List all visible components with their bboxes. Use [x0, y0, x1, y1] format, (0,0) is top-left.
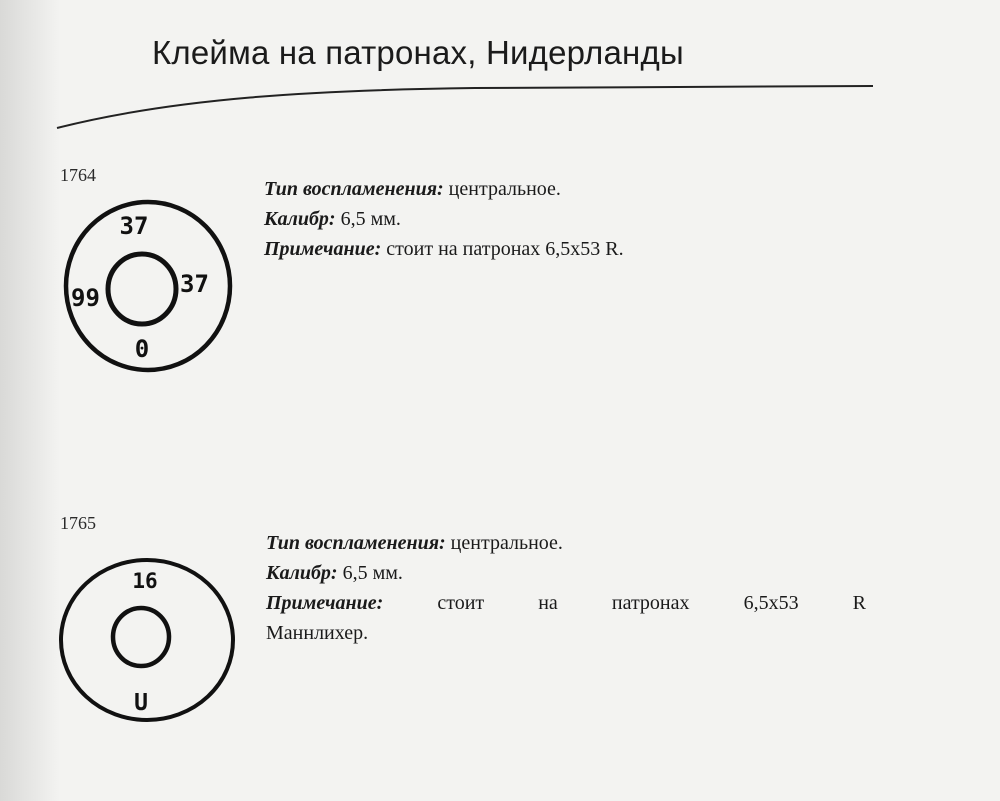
- headstamp-diagram: [62, 197, 238, 375]
- stamp-mark-top: 16: [132, 569, 158, 593]
- caliber-label: Калибр:: [266, 562, 338, 584]
- ignition-label: Тип воспламенения:: [266, 532, 446, 554]
- page-title: Клейма на патронах, Нидерланды: [152, 34, 684, 71]
- note-line: [266, 588, 866, 618]
- ignition-value: центральное.: [448, 178, 561, 200]
- stamp-mark-bottom: 0: [134, 335, 150, 363]
- caliber-value: 6,5 мм.: [340, 208, 401, 230]
- caliber-line: [266, 558, 866, 588]
- entry-number: 1764: [60, 165, 96, 185]
- note-label: Примечание:: [266, 592, 384, 614]
- primer-ring: [108, 254, 176, 324]
- note-line: [264, 234, 824, 264]
- caliber-value: 6,5 мм.: [342, 562, 403, 584]
- ignition-label: Тип воспламенения:: [264, 178, 444, 200]
- note-value-continuation: Маннлихер.: [266, 622, 369, 644]
- page-edge-shadow: [0, 0, 60, 801]
- stamp-mark-bottom: U: [134, 690, 148, 716]
- ignition-line: [266, 528, 866, 558]
- stamp-mark-right: 37: [180, 270, 209, 298]
- note-label: Примечание:: [264, 238, 382, 260]
- ignition-line: [264, 174, 824, 204]
- ignition-value: центральное.: [450, 532, 563, 554]
- stamp-mark-left: 99: [71, 284, 100, 312]
- entry-description: [264, 174, 824, 264]
- entry-number: 1765: [60, 513, 96, 533]
- primer-ring: [113, 608, 169, 666]
- title-underline: [55, 82, 875, 132]
- headstamp-diagram: [57, 555, 239, 725]
- note-value: стоит на патронах 6,5x53 R.: [386, 238, 624, 260]
- caliber-label: Калибр:: [264, 208, 336, 230]
- stamp-mark-top: 37: [119, 212, 149, 240]
- caliber-line: [264, 204, 824, 234]
- entry-description: [266, 528, 866, 648]
- note-value: стоит на патронах 6,5x53 R: [437, 592, 866, 614]
